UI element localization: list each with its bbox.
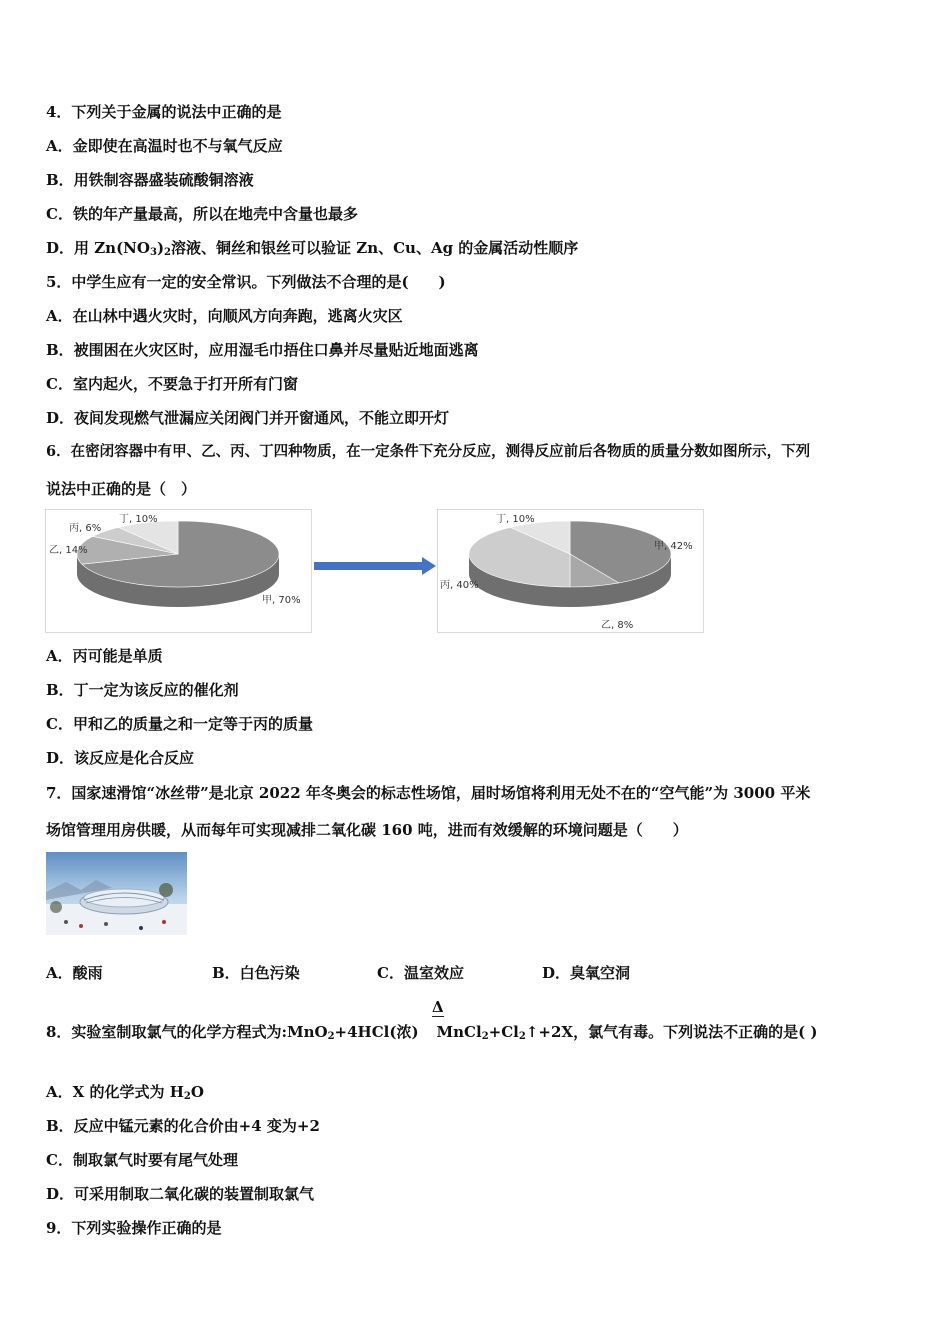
q8-option-c: C．制取氯气时要有尾气处理 (46, 1151, 238, 1169)
heat-symbol: Δ (432, 998, 444, 1016)
q6-option-a: A．丙可能是单质 (46, 647, 163, 665)
pie-label-乙: 乙, 8% (601, 620, 634, 631)
reaction-arrow-shape (314, 557, 436, 575)
q4-option-c: C．铁的年产量最高，所以在地壳中含量也最多 (46, 205, 358, 223)
q7-option-b: B．白色污染 (212, 964, 300, 982)
q9-stem: 9．下列实验操作正确的是 (46, 1219, 222, 1237)
q8-option-d: D．可采用制取二氧化碳的装置制取氯气 (46, 1185, 315, 1203)
q5-option-d: D．夜间发现燃气泄漏应关闭阀门并开窗通风，不能立即开灯 (46, 409, 450, 427)
q6-option-b: B．丁一定为该反应的催化剂 (46, 681, 239, 699)
stadium-photo (46, 852, 187, 935)
pie-label-丁: 丁, 10% (496, 514, 535, 525)
pie-chart-before-svg (46, 510, 311, 632)
q7-option-c: C．温室效应 (377, 964, 464, 982)
q5-option-b: B．被围困在火灾区时，应用湿毛巾捂住口鼻并尽量贴近地面逃离 (46, 341, 479, 359)
q8-option-b: B．反应中锰元素的化合价由+4 变为+2 (46, 1117, 320, 1135)
pie-label-丁: 丁, 10% (119, 514, 158, 525)
q7-option-a: A．酸雨 (46, 964, 103, 982)
q5-option-c: C．室内起火，不要急于打开所有门窗 (46, 375, 298, 393)
pie-chart-after (437, 509, 704, 633)
q5-stem: 5．中学生应有一定的安全常识。下列做法不合理的是( ) (46, 273, 446, 291)
pie-label-乙: 乙, 14% (49, 545, 88, 556)
q4-option-a: A．金即使在高温时也不与氧气反应 (46, 137, 283, 155)
pie-label-丙: 丙, 40% (440, 580, 479, 591)
q4-option-d: D．用 $Zn(NO_3)_2$溶液、铜丝和银丝可以验证 Zn、Cu、Ag 的金属活动性顺序 (46, 239, 579, 258)
q6-stem-line1: 6．在密闭容器中有甲、乙、丙、丁四种物质，在一定条件下充分反应，测得反应前后各物质的质量分数如图所示，下列 (46, 443, 811, 460)
q7-stem-line1: 7．国家速滑馆“冰丝带”是北京 2022 年冬奥会的标志性场馆，届时场馆将利用无处不在的“空气能”为 3000 平米 (46, 784, 811, 802)
reaction-arrow (314, 556, 438, 576)
q6-option-d: D．该反应是化合反应 (46, 749, 195, 767)
q7-option-d: D．臭氧空洞 (542, 964, 631, 982)
q6-option-c: C．甲和乙的质量之和一定等于丙的质量 (46, 715, 313, 733)
stadium-illustration (46, 852, 187, 935)
pie-label-丙: 丙, 6% (69, 523, 102, 534)
q8-stem: 8．实验室制取氯气的化学方程式为:MnO$_2$+4HCl(浓) $MnCl_2+Cl_2↑+2X$，氯气有毒。下列说法不正确的是( ) (46, 1023, 818, 1042)
pie-label-甲: 甲, 70% (262, 595, 301, 606)
pie-chart-after-svg (438, 510, 703, 632)
q4-option-b: B．用铁制容器盛装硫酸铜溶液 (46, 171, 254, 189)
heat-symbol-bar (432, 1016, 444, 1017)
q6-stem-line2: 说法中正确的是（ ） (46, 480, 197, 498)
q8-option-a: A．X 的化学式为 $H_2O$ (46, 1083, 204, 1102)
pie-chart-before (45, 509, 312, 633)
q5-option-a: A．在山林中遇火灾时，向顺风方向奔跑，逃离火灾区 (46, 307, 403, 325)
q7-stem-line2: 场馆管理用房供暖，从而每年可实现减排二氧化碳 160 吨，进而有效缓解的环境问题是（ ） (46, 821, 688, 839)
q4-stem: 4．下列关于金属的说法中正确的是 (46, 103, 282, 121)
pie-label-甲: 甲, 42% (654, 541, 693, 552)
